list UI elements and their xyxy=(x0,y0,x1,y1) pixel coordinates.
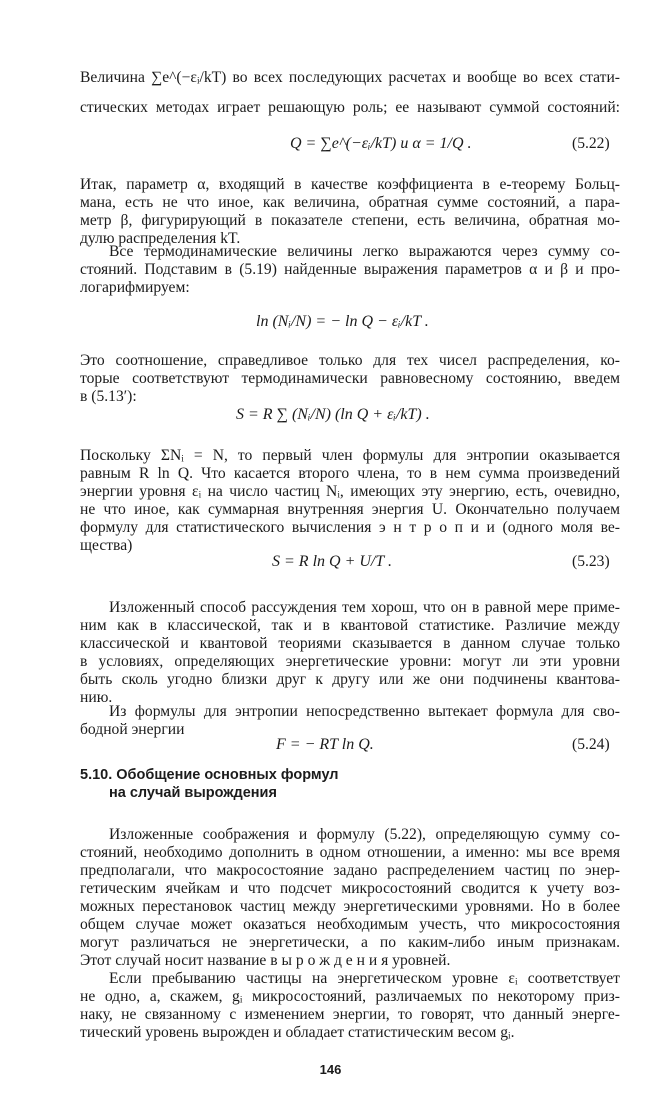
page-number: 146 xyxy=(319,1062,342,1077)
text-line: стояний. Подставим в (5.19) найденные выражения параметров α и β и про- xyxy=(80,261,620,278)
text-line: стояний, необходимо дополнить в одном отношении, а именно: мы все время xyxy=(80,844,620,861)
text-line: могут различаться не энергетически, а по каким-либо иным признакам. xyxy=(80,934,620,951)
text-line: Изложенные соображения и формулу (5.22), определяющую сумму со- xyxy=(109,826,620,843)
text-line: ним как в классической, так и в квантовой статистике. Различие между xyxy=(80,617,620,634)
text-line: Изложенный способ рассуждения тем хорош, что он в равной мере приме- xyxy=(109,599,620,616)
equation: Q = ∑e^(−εᵢ/kT) и α = 1/Q . xyxy=(290,135,472,152)
text-line: логарифмируем: xyxy=(80,279,190,296)
text-line: формулу для статистического вычисления э н т р о п и и (одного моля ве- xyxy=(80,519,620,536)
text-line: Все термодинамические величины легко выражаются через сумму со- xyxy=(109,243,620,260)
text-line: классической и квантовой теориями сказывается в данном случае только xyxy=(80,635,620,652)
text-line: равным R ln Q. Что касается второго члена, то в нем сумма произведений xyxy=(80,465,620,482)
text-line: стических методах играет решающую роль; ее называют суммой состояний: xyxy=(80,99,620,116)
equation: S = R ∑ (Nᵢ/N) (ln Q + εᵢ/kT) . xyxy=(236,406,430,423)
section-title: на случай вырождения xyxy=(109,785,277,801)
text-line: наку, не связанному с изменением энергии, то говорят, что данный энерге- xyxy=(80,1006,620,1023)
text-line: тический уровень вырожден и обладает статистическим весом gᵢ. xyxy=(80,1024,515,1041)
equation: F = − RT ln Q. xyxy=(276,736,374,753)
text-line: дулю распределения kT. xyxy=(80,230,241,247)
text-line: общем случае может оказаться необходимым учесть, что микросостояния xyxy=(80,916,620,933)
text-line: бодной энергии xyxy=(80,721,185,738)
text-line: в (5.13′): xyxy=(80,388,137,405)
text-line: Поскольку ΣNᵢ = N, то первый член формулы для энтропии оказывается xyxy=(80,447,620,464)
text-line: предполагали, что макросостояние задано распределением частиц по энер- xyxy=(80,862,620,879)
text-line: метр β, фигурирующий в показателе степени, есть величина, обратная мо- xyxy=(80,212,620,229)
text-line: щества) xyxy=(80,537,133,554)
equation: ln (Nᵢ/N) = − ln Q − εᵢ/kT . xyxy=(256,313,429,330)
text-line: мана, есть не что иное, как величина, обратная сумме состояний, а пара- xyxy=(80,194,620,211)
text-line: торые соответствуют термодинамически равновесному состоянию, введем xyxy=(80,370,620,387)
equation-number: (5.23) xyxy=(572,553,610,570)
text-line: быть сколь угодно близки друг к другу или же они подчинены квантова- xyxy=(80,671,620,688)
text-line: гетическим ячейкам и что подсчет микросостояний сводится к учету воз- xyxy=(80,880,620,897)
equation-number: (5.22) xyxy=(572,135,610,152)
text-line: не одно, а, скажем, gᵢ микросостояний, различаемых по некоторому приз- xyxy=(80,988,620,1005)
text-line: Итак, параметр α, входящий в качестве коэффициента в e-теорему Больц- xyxy=(80,176,620,193)
text-line: Величина ∑e^(−εᵢ/kT) во всех последующих расчетах и вообще во всех стати- xyxy=(80,69,620,86)
text-line: в условиях, определяющих энергетические уровни: могут ли эти уровни xyxy=(80,653,620,670)
text-line: можных перестановок частиц между энергетическими уровнями. Но в более xyxy=(80,898,620,915)
text-line: Это соотношение, справедливое только для тех чисел распределения, ко- xyxy=(80,352,620,369)
text-line: Этот случай носит название в ы р о ж д е н и я уровней. xyxy=(80,952,451,969)
text-line: энергии уровня εᵢ на число частиц Nᵢ, имеющих эту энергию, есть, очевидно, xyxy=(80,483,620,500)
equation: S = R ln Q + U/T . xyxy=(272,553,392,570)
section-title: 5.10. Обобщение основных формул xyxy=(80,767,339,783)
text-line: Из формулы для энтропии непосредственно вытекает формула для сво- xyxy=(109,703,620,720)
text-line: не что иное, как суммарная внутренняя энергия U. Окончательно получаем xyxy=(80,501,620,518)
text-line: нию. xyxy=(80,689,113,706)
equation-number: (5.24) xyxy=(572,736,610,753)
text-line: Если пребыванию частицы на энергетическом уровне εᵢ соответствует xyxy=(109,970,620,987)
